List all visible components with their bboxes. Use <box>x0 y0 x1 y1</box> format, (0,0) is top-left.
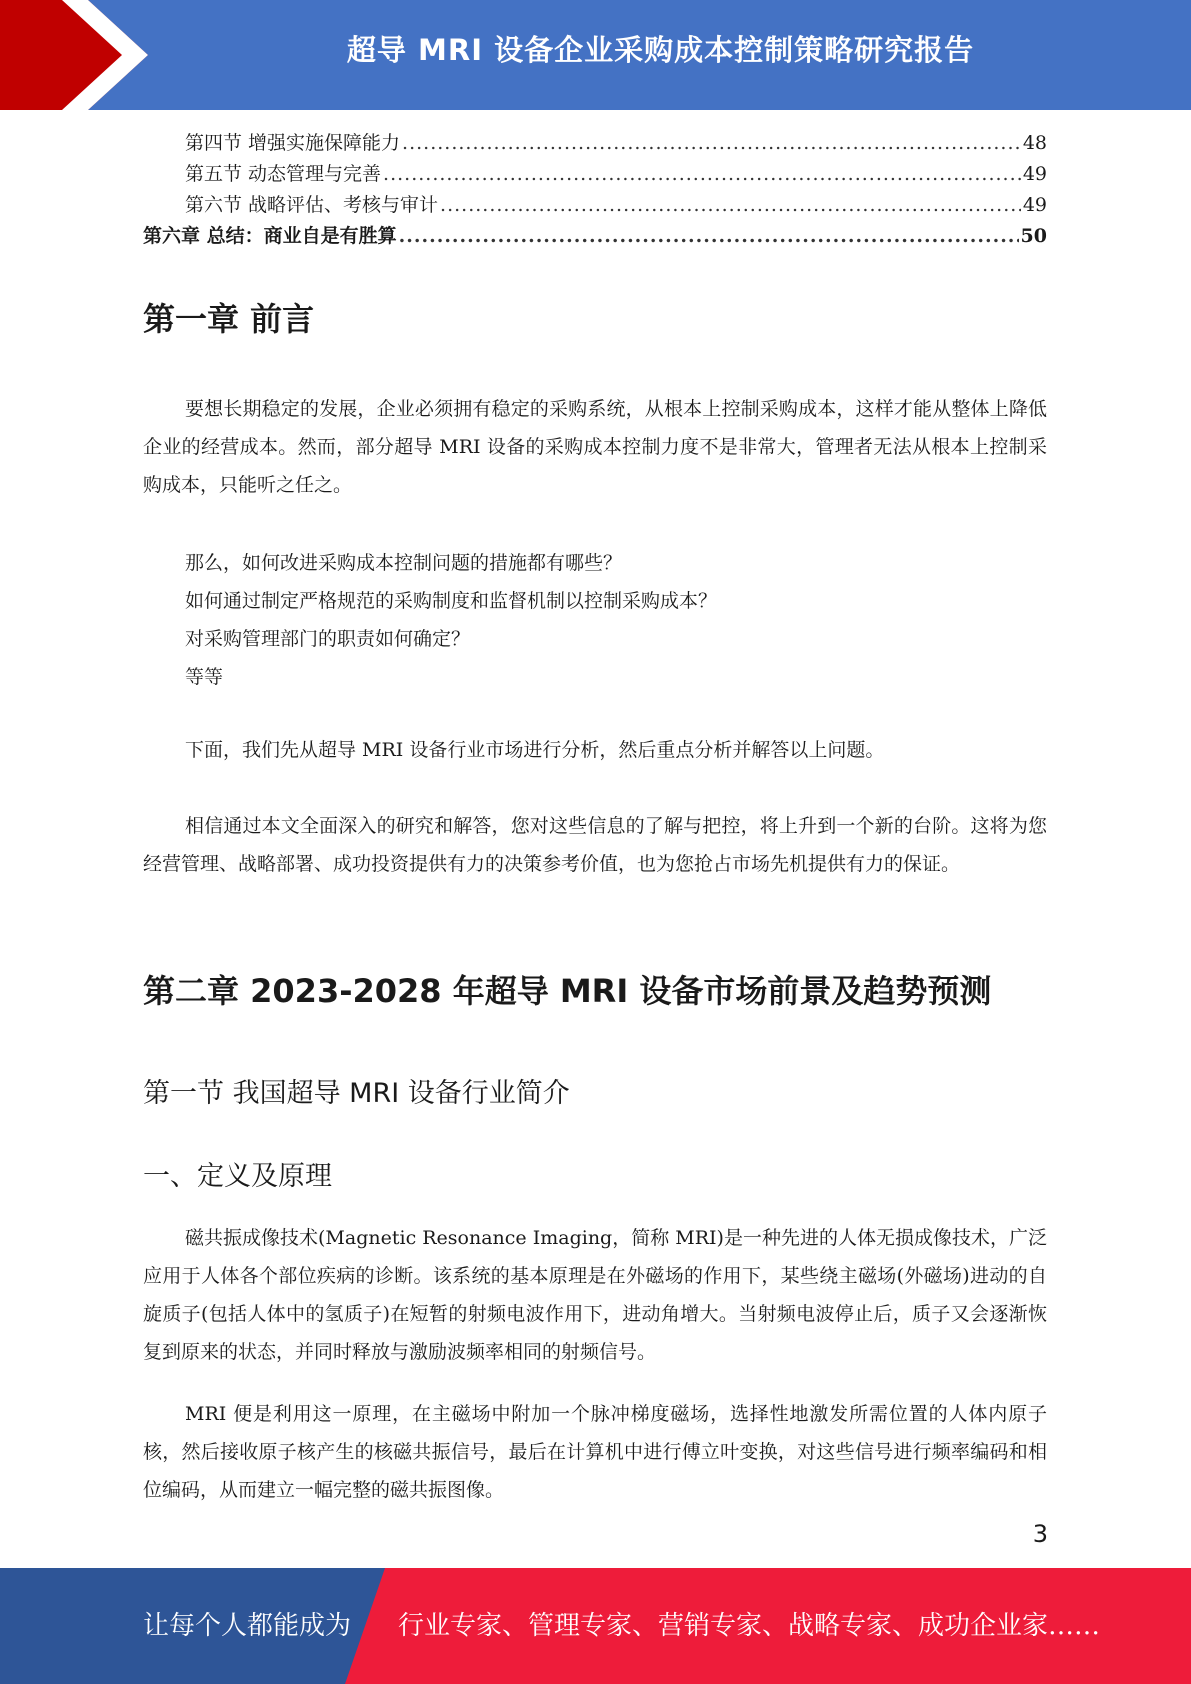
section-heading: 第一节 我国超导 MRI 设备行业简介 <box>143 1078 570 1109</box>
toc-leader-dots <box>402 132 1021 154</box>
toc-entry-label: 第五节 动态管理与完善 <box>185 163 382 185</box>
toc-entry[interactable] <box>185 190 1047 220</box>
footer-slogan-roles: 行业专家、管理专家、营销专家、战略专家、成功企业家…… <box>398 1611 1101 1641</box>
question-line: 等等 <box>185 666 224 688</box>
question-line: 对采购管理部门的职责如何确定？ <box>185 628 471 650</box>
chapter-1-paragraph-2: 下面，我们先从超导 MRI 设备行业市场进行分析，然后重点分析并解答以上问题。 <box>185 739 885 761</box>
question-line: 那么，如何改进采购成本控制问题的措施都有哪些？ <box>185 552 623 574</box>
toc-entry-page: 49 <box>1022 194 1047 216</box>
chapter-2-paragraph-1: 磁共振成像技术(Magnetic Resonance Imaging，简称 MRI)是一种先进的人体无损成像技术，广泛应用于人体各个部位疾病的诊断。该系统的基本原理是在外磁场的作用下，某些绕主磁场(外磁场)进动的自旋质子(包括人体中的氢质子)在短暂的射频电波作用下，进动角增大。当射频电波停止后，质子又会逐渐恢复到原来的状态，并同时释放与激励波频率相同的射频信号。 <box>143 1227 1047 1363</box>
toc-entry-label: 第六节 战略评估、考核与审计 <box>185 194 439 216</box>
chapter-2-heading: 第二章 2023-2028 年超导 MRI 设备市场前景及趋势预测 <box>143 972 992 1010</box>
chapter-2-paragraph-2: MRI 便是利用这一原理，在主磁场中附加一个脉冲梯度磁场，选择性地激发所需位置的人体内原子核，然后接收原子核产生的核磁共振信号，最后在计算机中进行傅立叶变换，对这些信号进行频率编码和相位编码，从而建立一幅完整的磁共振图像。 <box>143 1403 1047 1501</box>
toc-leader-dots <box>383 163 1021 185</box>
toc-entry[interactable] <box>185 159 1047 189</box>
footer-slogan-lead: 让每个人都能成为 <box>143 1611 352 1641</box>
toc-leader-dots <box>399 225 1019 247</box>
chapter-1-heading: 第一章 前言 <box>143 300 315 338</box>
page-footer <box>0 1568 1191 1684</box>
page-header <box>0 0 1191 110</box>
subsection-heading: 一、定义及原理 <box>143 1161 332 1192</box>
toc-entry-label: 第六章 总结：商业自是有胜算 <box>143 225 397 247</box>
toc-entry-label: 第四节 增强实施保障能力 <box>185 132 401 154</box>
toc-entry[interactable] <box>185 128 1047 158</box>
toc-entry-page: 50 <box>1020 225 1047 247</box>
report-title: 超导 MRI 设备企业采购成本控制策略研究报告 <box>346 33 975 67</box>
question-line: 如何通过制定严格规范的采购制度和监督机制以控制采购成本？ <box>185 590 718 612</box>
toc-entry-chapter[interactable] <box>143 221 1047 251</box>
page-number: 3 <box>1032 1520 1048 1548</box>
toc-entry-page: 49 <box>1022 163 1047 185</box>
chapter-1-paragraph-3: 相信通过本文全面深入的研究和解答，您对这些信息的了解与把控，将上升到一个新的台阶。这将为您经营管理、战略部署、成功投资提供有力的决策参考价值，也为您抢占市场先机提供有力的保证。 <box>143 815 1047 875</box>
chapter-1-paragraph-1: 要想长期稳定的发展，企业必须拥有稳定的采购系统，从根本上控制采购成本，这样才能从整体上降低企业的经营成本。然而，部分超导 MRI 设备的采购成本控制力度不是非常大，管理者无法从根本上控制采购成本，只能听之任之。 <box>143 398 1047 496</box>
toc-entry-page: 48 <box>1022 132 1047 154</box>
toc-leader-dots <box>440 194 1021 216</box>
